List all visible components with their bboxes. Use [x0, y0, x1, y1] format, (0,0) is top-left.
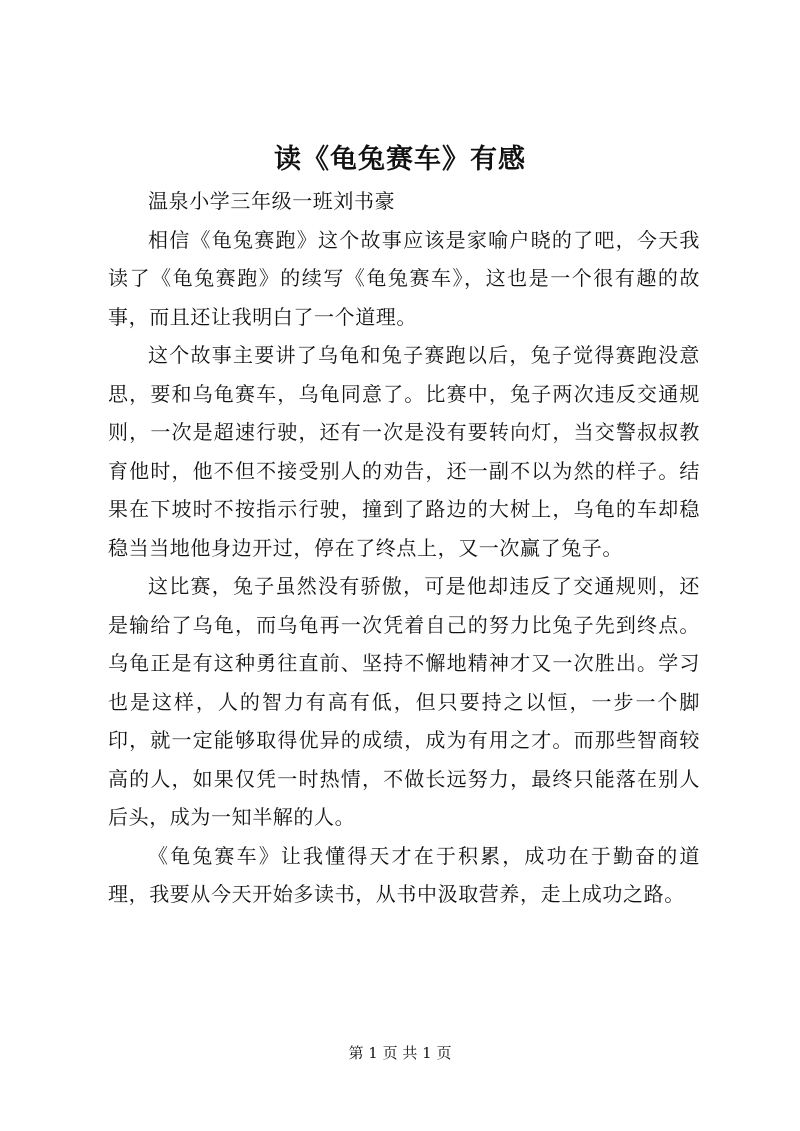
paragraph: 这比赛，兔子虽然没有骄傲，可是他却违反了交通规则，还是输给了乌龟，而乌龟再一次凭着自己的努力比兔子先到终点。乌龟正是有这种勇往直前、坚持不懈地精神才又一次胜出。学习也是这样，人的智力有高有低，但只要持之以恒，一步一个脚印，就一定能够取得优异的成绩，成为有用之才。而那些智商较高的人，如果仅凭一时热情，不做长远努力，最终只能落在别人后头，成为一知半解的人。 [108, 574, 700, 829]
author-line: 温泉小学三年级一班刘书豪 [148, 189, 396, 213]
page-title: 读《龟兔赛车》有感 [274, 144, 526, 175]
page-footer [0, 1043, 800, 1063]
document-body [108, 182, 700, 914]
page-number-label: 第 1 页 共 1 页 [348, 1044, 452, 1062]
paragraph: 这个故事主要讲了乌龟和兔子赛跑以后，兔子觉得赛跑没意思，要和乌龟赛车，乌龟同意了。比赛中，兔子两次违反交通规则，一次是超速行驶，还有一次是没有要转向灯，当交警叔叔教育他时，他不但不接受别人的劝告，还一副不以为然的样子。结果在下坡时不按指示行驶，撞到了路边的大树上，乌龟的车却稳稳当当地他身边开过，停在了终点上，又一次赢了兔子。 [108, 343, 700, 560]
paragraph: 《龟兔赛车》让我懂得天才在于积累，成功在于勤奋的道理，我要从今天开始多读书，从书中汲取营养，走上成功之路。 [108, 843, 700, 906]
paragraph: 相信《龟兔赛跑》这个故事应该是家喻户晓的了吧，今天我读了《龟兔赛跑》的续写《龟兔赛车》，这也是一个很有趣的故事，而且还让我明白了一个道理。 [108, 227, 700, 329]
